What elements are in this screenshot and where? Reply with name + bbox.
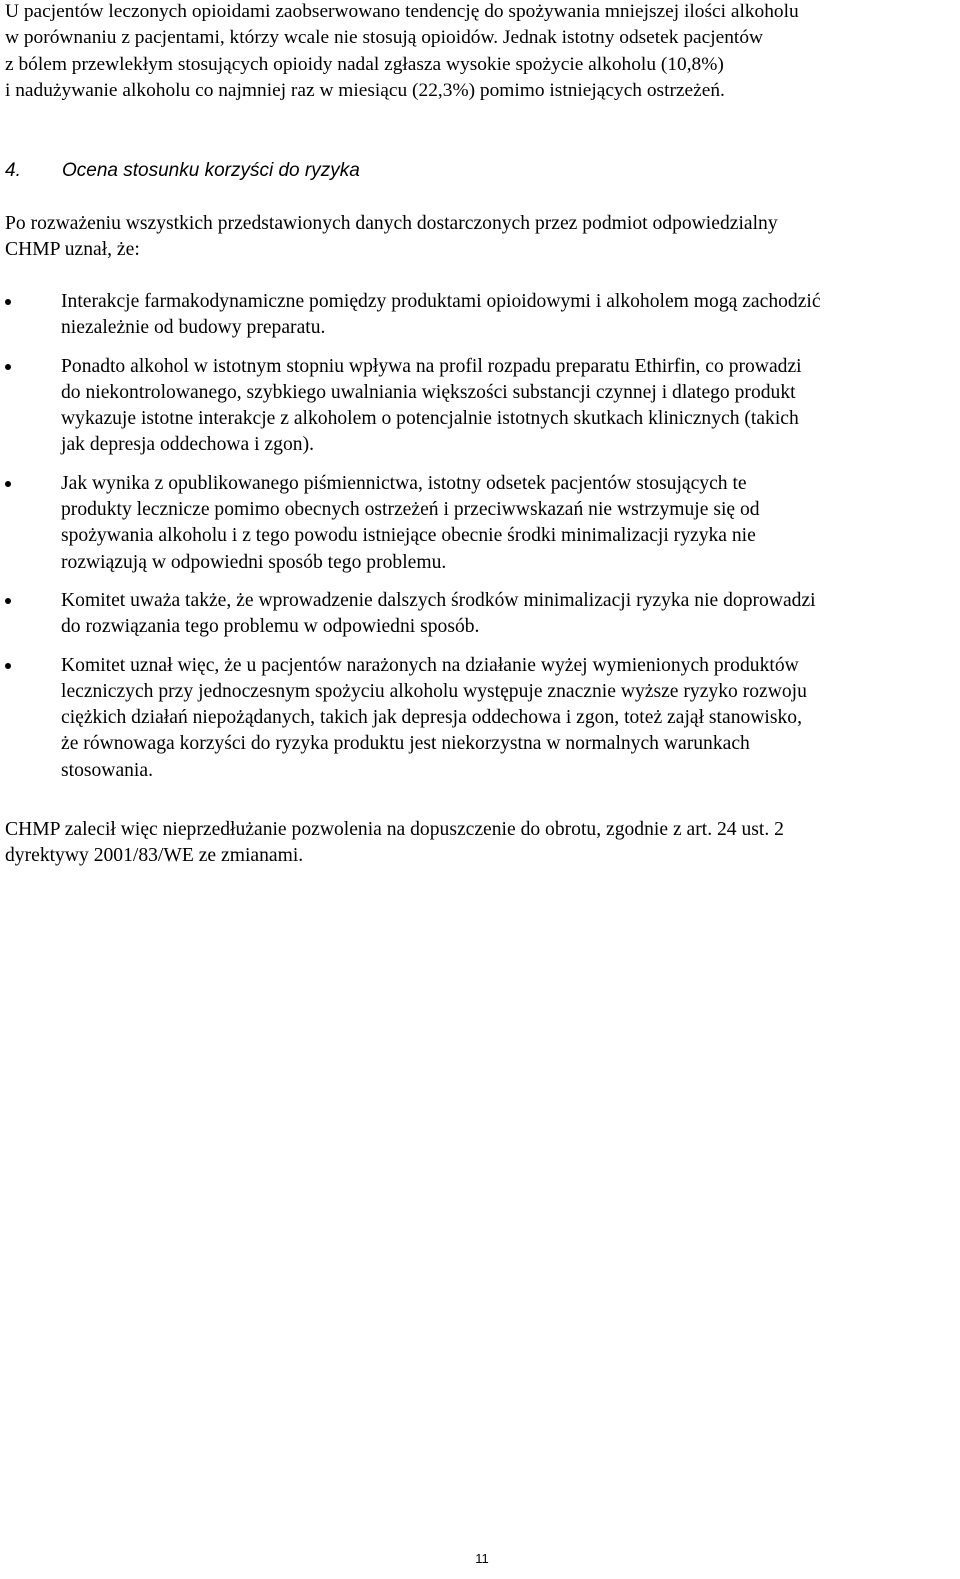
lead-paragraph <box>5 211 935 264</box>
list-item-line: stosowania. <box>61 759 153 781</box>
list-item-text <box>61 289 953 342</box>
list-item-text <box>61 653 953 784</box>
bullet-dot-icon <box>5 663 11 669</box>
list-item-line: ciężkich działań niepożądanych, takich jak depresja oddechowa i zgon, toteż zajął stanowisko, <box>61 707 802 729</box>
intro-line: w porównaniu z pacjentami, którzy wcale nie stosują opioidów. Jednak istotny odsetek pacjentów <box>5 27 764 49</box>
list-item-line: wykazuje istotne interakcje z alkoholem o potencjalnie istotnych skutkach klinicznych (takich <box>61 408 799 430</box>
bullet-dot-icon <box>5 364 11 370</box>
list-item <box>0 471 953 576</box>
section-heading <box>5 158 360 184</box>
list-item-line: rozwiązują w odpowiedni sposób tego problemu. <box>61 551 447 573</box>
list-item <box>0 653 953 784</box>
conclusion-line: CHMP zalecił więc nieprzedłużanie pozwolenia na dopuszczenie do obrotu, zgodnie z art. 24 ust. 2 <box>5 819 784 840</box>
conclusion-paragraph <box>5 817 935 870</box>
intro-paragraph <box>5 0 935 105</box>
lead-line: CHMP uznał, że: <box>5 239 140 261</box>
list-item-line: niezależnie od budowy preparatu. <box>61 317 326 339</box>
list-item-line: jak depresja oddechowa i zgon). <box>61 434 314 456</box>
intro-line: z bólem przewlekłym stosujących opioidy nadal zgłasza wysokie spożycie alkoholu (10,8%) <box>5 53 724 75</box>
findings-list <box>0 289 960 796</box>
list-item-line: Komitet uważa także, że wprowadzenie dalszych środków minimalizacji ryzyka nie doprowadzi <box>61 589 816 611</box>
page-number: 11 <box>475 1551 489 1566</box>
conclusion-line: dyrektywy 2001/83/WE ze zmianami. <box>5 845 304 867</box>
bullet-dot-icon <box>5 481 11 487</box>
intro-line: i nadużywanie alkoholu co najmniej raz w miesiącu (22,3%) pomimo istniejących ostrzeżeń. <box>5 80 725 102</box>
list-item-line: Ponadto alkohol w istotnym stopniu wpływa na profil rozpadu preparatu Ethirfin, co prowadzi <box>61 355 802 377</box>
list-item <box>0 354 953 459</box>
list-item <box>0 588 953 641</box>
list-item-text <box>61 354 953 459</box>
list-item-line: Jak wynika z opublikowanego piśmiennictwa, istotny odsetek pacjentów stosujących te <box>61 472 747 494</box>
list-item-line: Interakcje farmakodynamiczne pomiędzy produktami opioidowymi i alkoholem mogą zachodzić <box>61 291 821 312</box>
list-item-line: do niekontrolowanego, szybkiego uwalniania większości substancji czynnej i dlatego produkt <box>61 381 796 403</box>
intro-line: U pacjentów leczonych opioidami zaobserwowano tendencję do spożywania mniejszej ilości alkoholu <box>5 1 799 22</box>
list-item-line: do rozwiązania tego problemu w odpowiedni sposób. <box>61 616 480 638</box>
list-item-line: produkty lecznicze pomimo obecnych ostrzeżeń i przeciwwskazań nie wstrzymuje się od <box>61 499 760 521</box>
bullet-dot-icon <box>5 299 11 305</box>
list-item-text <box>61 588 953 641</box>
list-item <box>0 289 953 342</box>
list-item-line: spożywania alkoholu i z tego powodu istniejące obecnie środki minimalizacji ryzyka nie <box>61 525 756 547</box>
list-item-line: że równowaga korzyści do ryzyka produktu jest niekorzystna w normalnych warunkach <box>61 733 750 755</box>
bullet-dot-icon <box>5 598 11 604</box>
list-item-line: leczniczych przy jednoczesnym spożyciu alkoholu występuje znacznie wyższe ryzyko rozwoju <box>61 680 807 702</box>
lead-line: Po rozważeniu wszystkich przedstawionych danych dostarczonych przez podmiot odpowiedzialny <box>5 213 778 234</box>
list-item-line: Komitet uznał więc, że u pacjentów narażonych na działanie wyżej wymienionych produktów <box>61 654 799 676</box>
section-number: 4. <box>5 160 21 181</box>
section-title: Ocena stosunku korzyści do ryzyka <box>62 160 360 181</box>
list-item-text <box>61 471 953 576</box>
